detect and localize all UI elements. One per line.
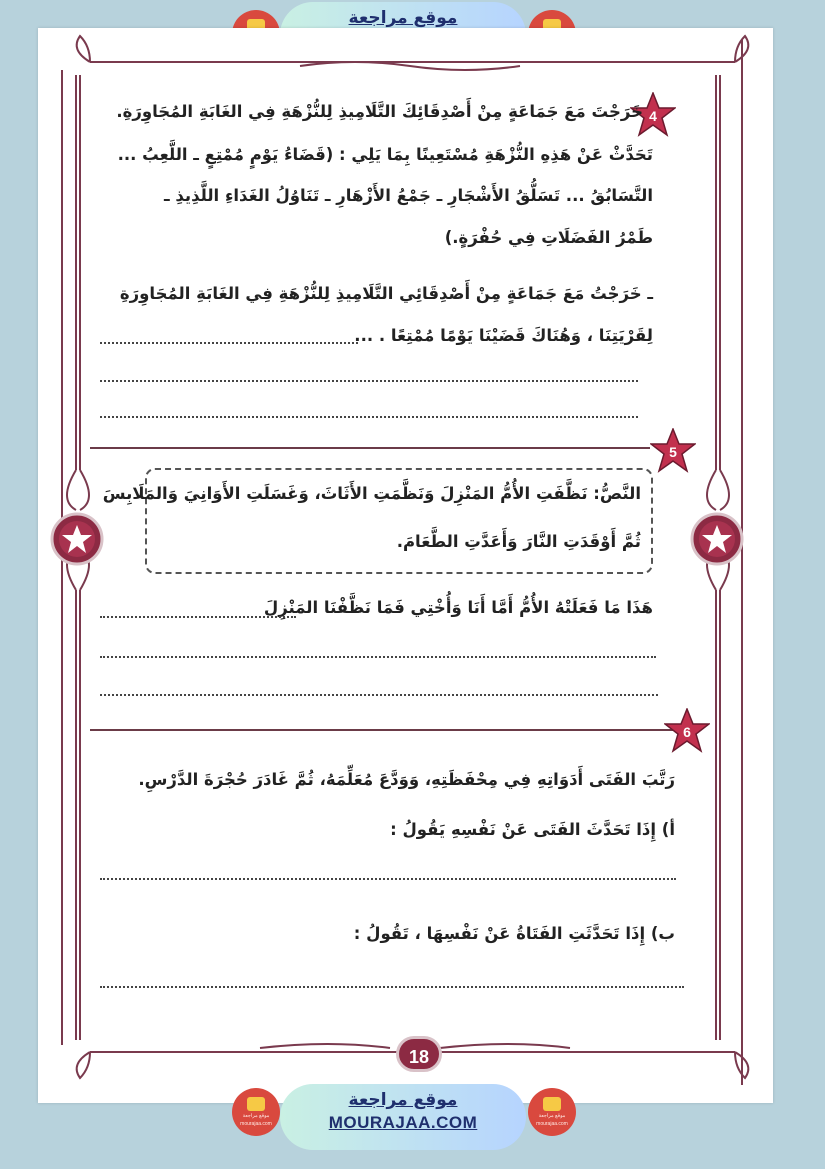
answer-line[interactable] bbox=[100, 342, 358, 344]
exercise-5-text: النَّصُّ: نَظَّفَتِ الأُمُّ المَنْزِلَ وَنَظَّمَتِ الأَثَاثَ، وَغَسَلَتِ الأَوَانِيَ وَالمَلَابِسَ bbox=[102, 484, 641, 503]
answer-line[interactable] bbox=[100, 380, 638, 382]
exercise-6-question-b: ب) إِذَا تَحَدَّثَتِ الفَتَاةُ عَنْ نَفْسِهَا ، تَقُولُ : bbox=[353, 924, 675, 943]
exercise-4-line: تَحَدَّثْ عَنْ هَذِهِ النُّزْهَةِ مُسْتَعِينًا بِمَا يَلِي : (قَضَاءُ يَوْمٍ مُمْتِعٍ ـ اللَّعِبُ ... bbox=[117, 145, 653, 164]
site-logo-icon: موقع مراجعة mourajaa.com bbox=[232, 1088, 280, 1136]
answer-line[interactable] bbox=[100, 416, 638, 418]
exercise-4-model-answer: ـ خَرَجْتُ مَعَ جَمَاعَةٍ مِنْ أَصْدِقَائِي التَّلَامِيذِ لِلنُّزْهَةِ فِي الغَابَةِ المُجَاوِرَةِ bbox=[119, 284, 653, 303]
exercise-4-instruction: خَرَجْتَ مَعَ جَمَاعَةٍ مِنْ أَصْدِقَائِكَ التَّلَامِيذِ لِلنُّزْهَةِ فِي الغَابَةِ المُجَاوِرَةِ. bbox=[116, 102, 643, 121]
exercise-5-prompt: هَذَا مَا فَعَلَتْهُ الأُمُّ أَمَّا أَنَا وَأُخْتِي فَمَا نَظَّفْنَا المَنْزِلَ bbox=[263, 598, 653, 617]
section-divider bbox=[90, 447, 650, 449]
site-logo-icon: موقع مراجعة mourajaa.com bbox=[528, 1088, 576, 1136]
exercise-4-model-answer: لِقَرْيَتِنَا ، وَهُنَاكَ قَضَيْنَا يَوْمًا مُمْتِعًا . ... bbox=[354, 326, 653, 345]
exercise-4-line: التَّسَابُقُ ... تَسَلُّقُ الأَشْجَارِ ـ جَمْعُ الأَزْهَارِ ـ تَنَاوُلُ الغَدَاءِ اللَّذِيذِ ـ bbox=[163, 186, 653, 205]
site-banner-bottom[interactable] bbox=[280, 1084, 526, 1150]
answer-line[interactable] bbox=[100, 656, 656, 658]
answer-line[interactable] bbox=[100, 878, 676, 880]
exercise-6-text: رَتَّبَ الفَتَى أَدَوَاتِهِ فِي مِحْفَظَتِهِ، وَوَدَّعَ مُعَلِّمَهُ، ثُمَّ غَادَرَ حُجْرَةَ الدَّرْسِ. bbox=[138, 770, 675, 789]
page-number: 18 bbox=[396, 1036, 442, 1072]
exercise-number-badge: 6 bbox=[664, 708, 710, 754]
section-divider bbox=[90, 729, 680, 731]
site-name-arabic[interactable]: موقع مراجعة bbox=[348, 8, 458, 28]
exercise-4-line: طَمْرُ الفَضَلَاتِ فِي حُفْرَةٍ.) bbox=[444, 228, 653, 247]
site-name-arabic[interactable]: موقع مراجعة bbox=[348, 1090, 458, 1110]
answer-line[interactable] bbox=[100, 616, 296, 618]
exercise-number-badge: 4 bbox=[630, 92, 676, 138]
answer-line[interactable] bbox=[100, 694, 658, 696]
exercise-number-badge: 5 bbox=[650, 428, 696, 474]
answer-line[interactable] bbox=[100, 986, 684, 988]
site-domain[interactable]: MOURAJAA.COM bbox=[328, 1113, 478, 1132]
exercise-6-question-a: أ) إِذَا تَحَدَّثَ الفَتَى عَنْ نَفْسِهِ يَقُولُ : bbox=[390, 820, 675, 839]
star-medal-left-icon bbox=[50, 512, 104, 566]
star-medal-right-icon bbox=[690, 512, 744, 566]
exercise-5-text: ثُمَّ أَوْقَدَتِ النَّارَ وَأَعَدَّتِ الطَّعَامَ. bbox=[396, 532, 641, 551]
